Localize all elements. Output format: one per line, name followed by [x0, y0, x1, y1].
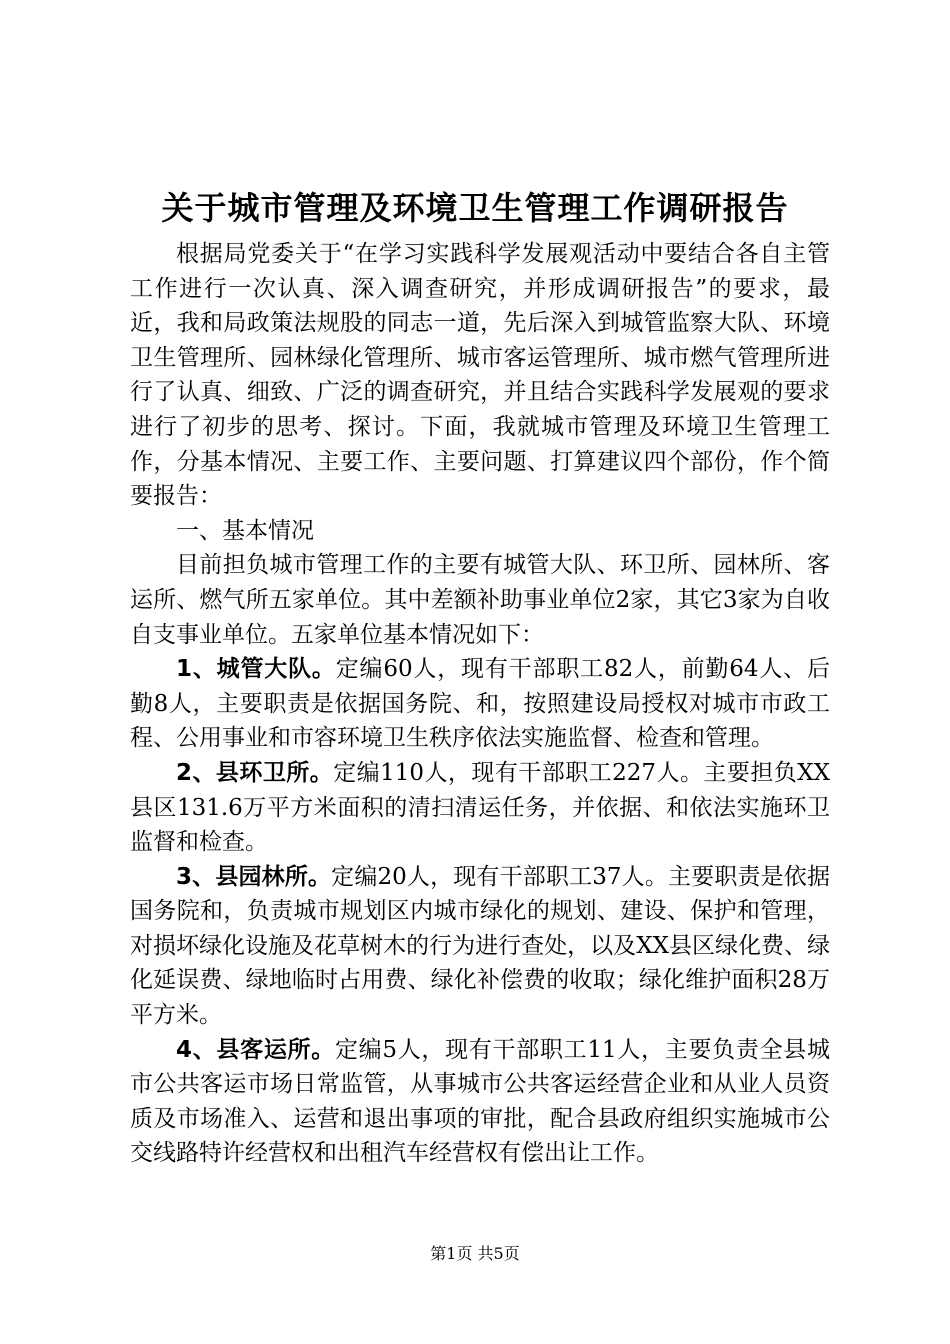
section-heading-basic: 一、基本情况: [176, 517, 314, 544]
item-paragraph: [130, 756, 830, 860]
document-body: [130, 237, 830, 1171]
document-title: 关于城市管理及环境卫生管理工作调研报告: [161, 189, 789, 227]
item-lead: 1、城管大队。: [176, 656, 336, 683]
item-text: 定编20人，现有干部职工37人。主要职责是依据国务院和，负责城市规划区内城市绿化的规划、建设、保护和管理，对损坏绿化设施及花草树木的行为进行查处，以及XX县区绿化费、绿化延误费、绿地临时占用费、绿化补偿费的收取；绿化维护面积28万平方米。: [130, 863, 830, 1029]
item-paragraph: [130, 860, 830, 1033]
page-number-footer: 第1页 共5页: [430, 1244, 520, 1263]
item-paragraph: [130, 1033, 830, 1171]
item-lead: 3、县园林所。: [176, 863, 332, 890]
item-text: 定编60人，现有干部职工82人，前勤64人、后勤8人，主要职责是依据国务院、和，按照建设局授权对城市市政工程、公用事业和市容环境卫生秩序依法实施监督、检查和管理。: [130, 656, 830, 752]
item-paragraph: [130, 652, 830, 756]
item-lead: 4、县客运所。: [176, 1036, 335, 1063]
item-lead: 2、县环卫所。: [176, 759, 334, 786]
intro-paragraph: 根据局党委关于“在学习实践科学发展观活动中要结合各自主管工作进行一次认真、深入调查研究，并形成调研报告”的要求，最近，我和局政策法规股的同志一道，先后深入到城管监察大队、环境卫生管理所、园林绿化管理所、城市客运管理所、城市燃气管理所进行了认真、细致、广泛的调查研究，并且结合实践科学发展观的要求进行了初步的思考、探讨。下面，我就城市管理及环境卫生管理工作，分基本情况、主要工作、主要问题、打算建议四个部份，作个简要报告：: [130, 241, 830, 510]
item-text: 定编5人，现有干部职工11人，主要负责全县城市公共客运市场日常监管，从事城市公共客运经营企业和从业人员资质及市场准入、运营和退出事项的审批，配合县政府组织实施城市公交线路特许经营权和出租汽车经营权有偿出让工作。: [130, 1036, 830, 1167]
section-intro-paragraph: 目前担负城市管理工作的主要有城管大队、环卫所、园林所、客运所、燃气所五家单位。其中差额补助事业单位2家，其它3家为自收自支事业单位。五家单位基本情况如下：: [130, 552, 830, 648]
item-text: 定编110人，现有干部职工227人。主要担负XX县区131.6万平方米面积的清扫清运任务，并依据、和依法实施环卫监督和检查。: [130, 759, 830, 856]
